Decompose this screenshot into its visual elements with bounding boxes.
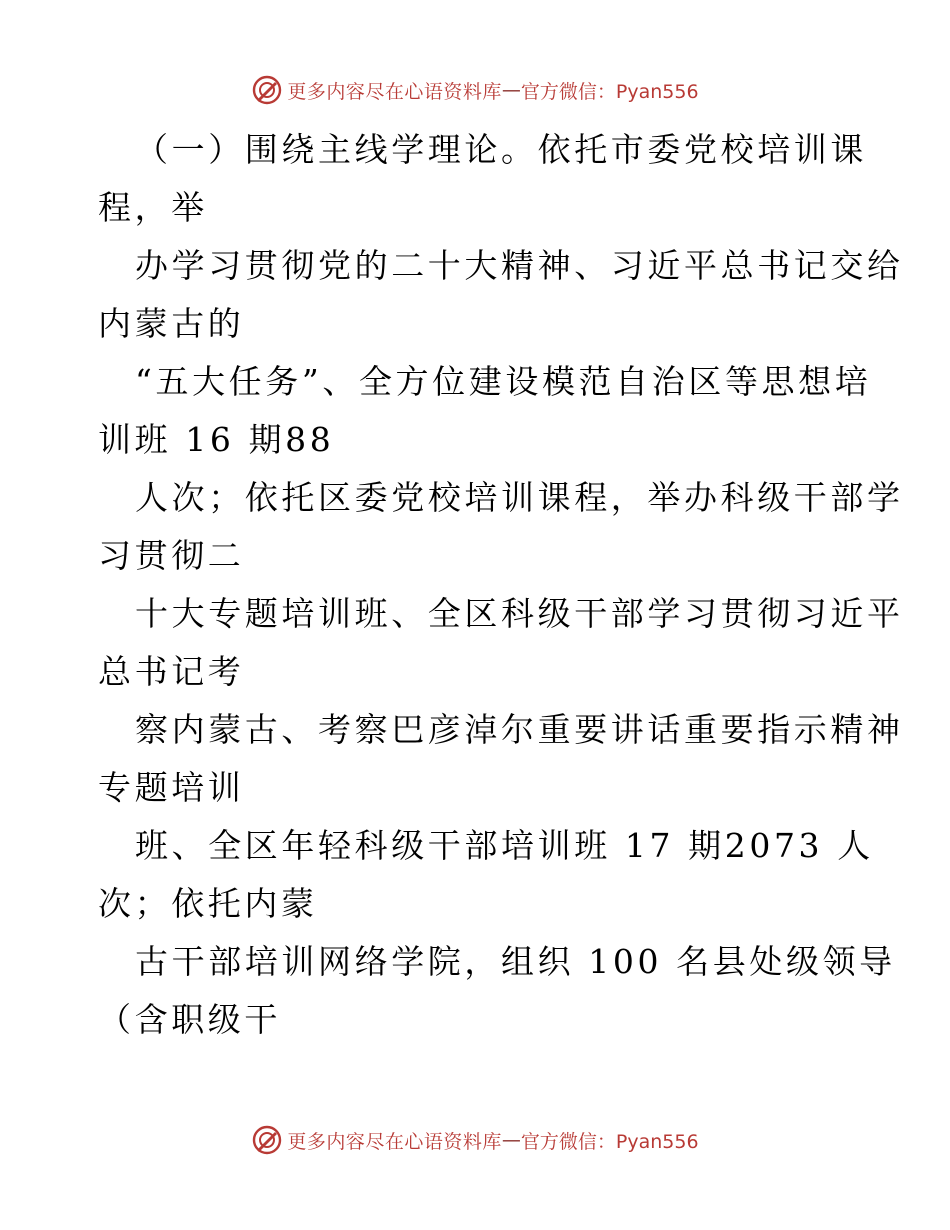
banner-separator: — (501, 1129, 521, 1151)
footer-banner (0, 1122, 950, 1158)
text-line: 次；依托内蒙 (98, 884, 318, 923)
text-line: 内蒙古的 (98, 304, 245, 343)
text-line: 班、全区年轻科级干部培训班 17 期2073 人 (135, 826, 874, 865)
banner-contact: 官方微信：Pyan556 (520, 80, 699, 103)
text-line: 办学习贯彻党的二十大精神、习近平总书记交给 (135, 246, 904, 285)
banner-contact: 官方微信：Pyan556 (520, 1130, 699, 1153)
banner-separator: — (501, 79, 521, 101)
text-line: （一）围绕主线学理论。依托市委党校培训课 (135, 130, 867, 169)
banner-title: 更多内容尽在心语资料库 (287, 1130, 502, 1153)
text-line: 察内蒙古、考察巴彦淖尔重要讲话重要指示精神 (135, 710, 904, 749)
text-line: 习贯彻二 (98, 536, 245, 575)
brand-logo-icon (251, 74, 283, 106)
banner-title: 更多内容尽在心语资料库 (287, 80, 502, 103)
text-line: 程，举 (98, 188, 208, 227)
text-line: 古干部培训网络学院，组织 100 名县处级领导 (135, 942, 896, 981)
text-line: “五大任务”、全方位建设模范自治区等思想培 (135, 362, 872, 401)
text-line: 人次；依托区委党校培训课程，举办科级干部学 (135, 478, 904, 517)
text-line: 专题培训 (98, 768, 245, 807)
text-line: （含职级干 (98, 1000, 281, 1039)
text-line: 总书记考 (98, 652, 245, 691)
brand-logo-icon (251, 1124, 283, 1156)
header-banner (0, 72, 950, 108)
text-line: 训班 16 期88 (98, 420, 335, 459)
text-line: 十大专题培训班、全区科级干部学习贯彻习近平 (135, 594, 904, 633)
